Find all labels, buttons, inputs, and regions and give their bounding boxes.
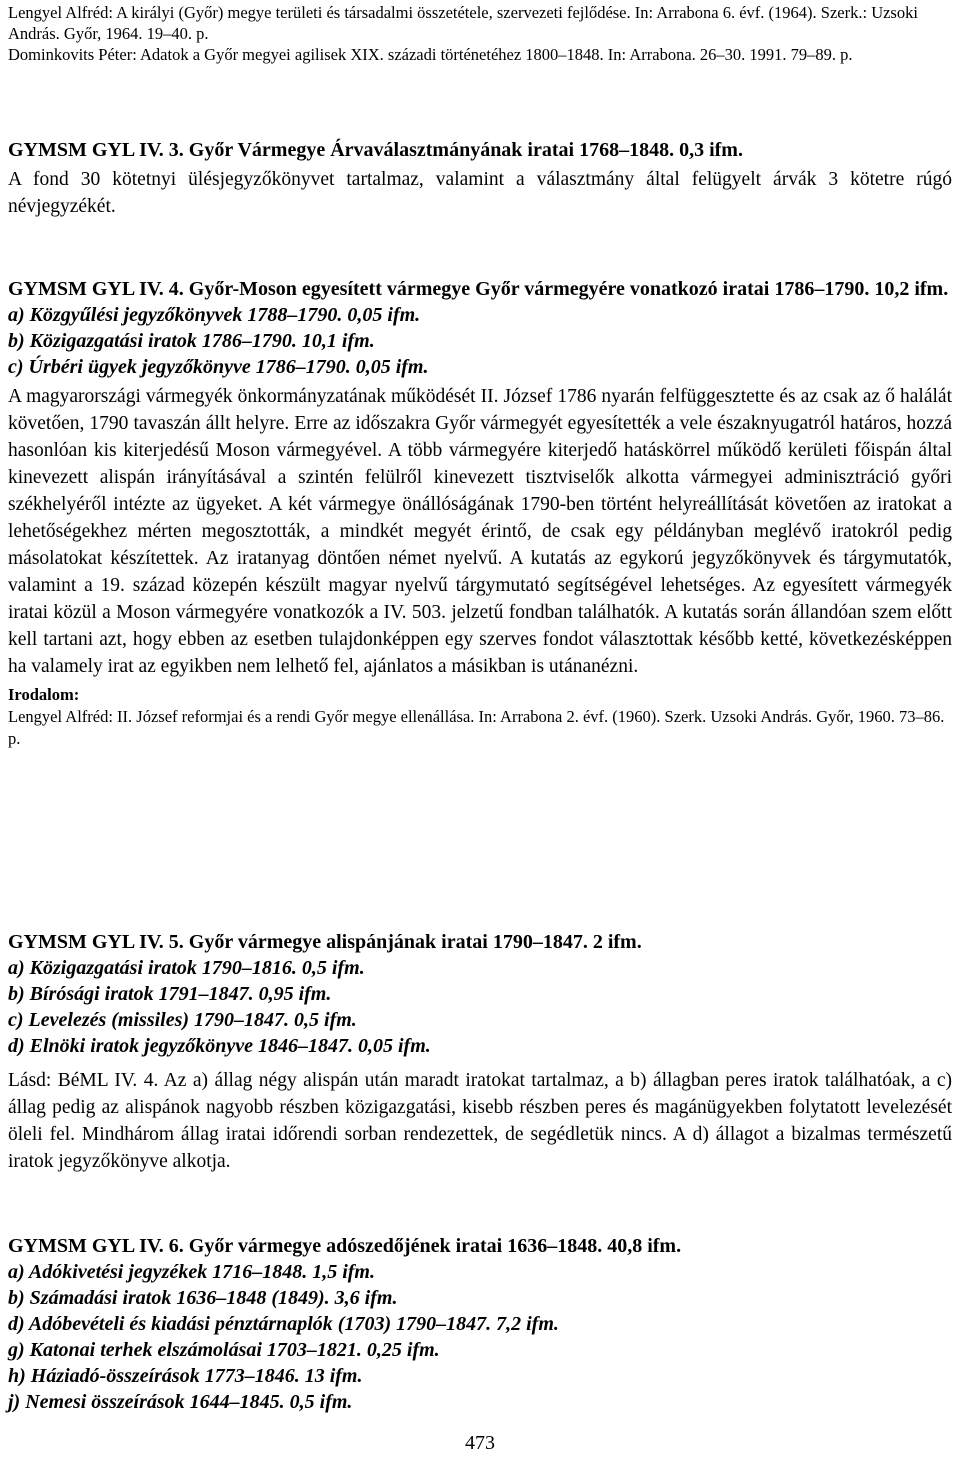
subseries-item: g) Katonai terhek elszámolásai 1703–1821. 0,25 ifm. (8, 1339, 440, 1361)
subseries-item: h) Háziadó-összeírások 1773–1846. 13 ifm. (8, 1365, 363, 1387)
section-heading: GYMSM GYL IV. 4. Győr-Moson egyesített vármegye Győr vármegyére vonatkozó iratai 1786–1790. 10,2 ifm. (8, 278, 949, 300)
section-heading: GYMSM GYL IV. 6. Győr vármegye adószedőjének iratai 1636–1848. 40,8 ifm. (8, 1235, 682, 1257)
reference-list (8, 2, 952, 65)
page-number: 473 (465, 1432, 495, 1454)
subseries-item: j) Nemesi összeírások 1644–1845. 0,5 ifm. (8, 1391, 353, 1413)
section-description: A magyarországi vármegyék önkormányzatának működését II. József 1786 nyarán felfüggesztette és az csak az ő halálát követően, 1790 tavaszán állt helyre. Erre az időszakra Győr vármegyét egyesítették a vele északnyugatról határos, hozzá hasonlóan kis kiterjedésű Moson vármegyével. A több vármegyére kiterjedő hatáskörrel működő kerületi főispán által kinevezett alispán irányításával a szintén felülről kinevezett tisztviselők alkotta vármegyei adminisztráció győri székhelyéről intézte az ügyeket. A két vármegye önállóságának 1790-ben történt helyreállítását követően az iratokat a lehetőségekhez mérten megosztották, a mindkét megyét érintő, de csak egy példányban meglévő iratokról pedig másolatokat készítettek. Az iratanyag döntően német nyelvű. A kutatás az egykorú jegyzőkönyvek és tárgymutatók, valamint a 19. század közepén készült magyar nyelvű tárgymutató segítségével lehetséges. Az egyesített vármegyék iratai közül a Moson vármegyére vonatkozók a IV. 503. jelzetű fondban találhatók. A kutatás során állandóan szem előtt kell tartani azt, hogy ebben az esetben tulajdonképpen egy szerves fondot választottak később ketté, következésképpen ha valamely irat az egyikben nem lelhető fel, ajánlatos a másikban is utánanézni. (8, 386, 952, 677)
subseries-item: b) Számadási iratok 1636–1848 (1849). 3,6 ifm. (8, 1287, 398, 1309)
section-heading: GYMSM GYL IV. 5. Győr vármegye alispánjának iratai 1790–1847. 2 ifm. (8, 931, 642, 953)
fond-section-iv3 (8, 137, 952, 220)
fond-section-iv6 (8, 1233, 952, 1415)
subseries-item: b) Bírósági iratok 1791–1847. 0,95 ifm. (8, 983, 332, 1005)
subseries-item: a) Közgyűlési jegyzőkönyvek 1788–1790. 0,05 ifm. (8, 304, 421, 326)
subseries-item: b) Közigazgatási iratok 1786–1790. 10,1 ifm. (8, 330, 375, 352)
section-heading: GYMSM GYL IV. 3. Győr Vármegye Árvaválasztmányának iratai 1768–1848. 0,3 ifm. (8, 139, 743, 161)
subseries-item: c) Levelezés (missiles) 1790–1847. 0,5 ifm. (8, 1009, 357, 1031)
fond-section-iv5 (8, 929, 952, 1175)
subseries-item: a) Közigazgatási iratok 1790–1816. 0,5 ifm. (8, 957, 365, 979)
literature-item: Lengyel Alfréd: II. József reformjai és a rendi Győr megye ellenállása. In: Arrabona 2. évf. (1960). Szerk. Uzsoki András. Győr, 1960. 73–86. p. (8, 707, 945, 748)
section-description: Lásd: BéML IV. 4. Az a) állag négy alispán után maradt iratokat tartalmaz, a b) állagban peres iratok találhatóak, a c) állag pedig az alispánok nagyobb részben közigazgatási, kisebb részben peres és magánügyekben folytatott levelezését öleli fel. Mindhárom állag iratai időrendi sorban rendezettek, de segédletük nincs. A d) állagot a bizalmas természetű iratok jegyzőkönyve alkotja. (8, 1070, 952, 1172)
reference-item: Lengyel Alfréd: A királyi (Győr) megye területi és társadalmi összetétele, szervezeti fejlődése. In: Arrabona 6. évf. (1964). Szerk.: Uzsoki András. Győr, 1964. 19–40. p. (8, 3, 918, 43)
subseries-item: d) Adóbevételi és kiadási pénztárnaplók (1703) 1790–1847. 7,2 ifm. (8, 1313, 559, 1335)
subseries-item: a) Adókivetési jegyzékek 1716–1848. 1,5 ifm. (8, 1261, 375, 1283)
fond-section-iv4 (8, 276, 952, 750)
reference-item: Dominkovits Péter: Adatok a Győr megyei agilisek XIX. századi történetéhez 1800–1848. In: Arrabona. 26–30. 1991. 79–89. p. (8, 45, 853, 64)
subseries-item: c) Úrbéri ügyek jegyzőkönyve 1786–1790. 0,05 ifm. (8, 356, 429, 378)
section-description: A fond 30 kötetnyi ülésjegyzőkönyvet tartalmaz, valamint a választmány által felügyelt árvák 3 kötetre rúgó névjegyzékét. (8, 169, 952, 217)
subseries-item: d) Elnöki iratok jegyzőkönyve 1846–1847. 0,05 ifm. (8, 1035, 431, 1057)
literature-heading: Irodalom: (8, 685, 80, 704)
